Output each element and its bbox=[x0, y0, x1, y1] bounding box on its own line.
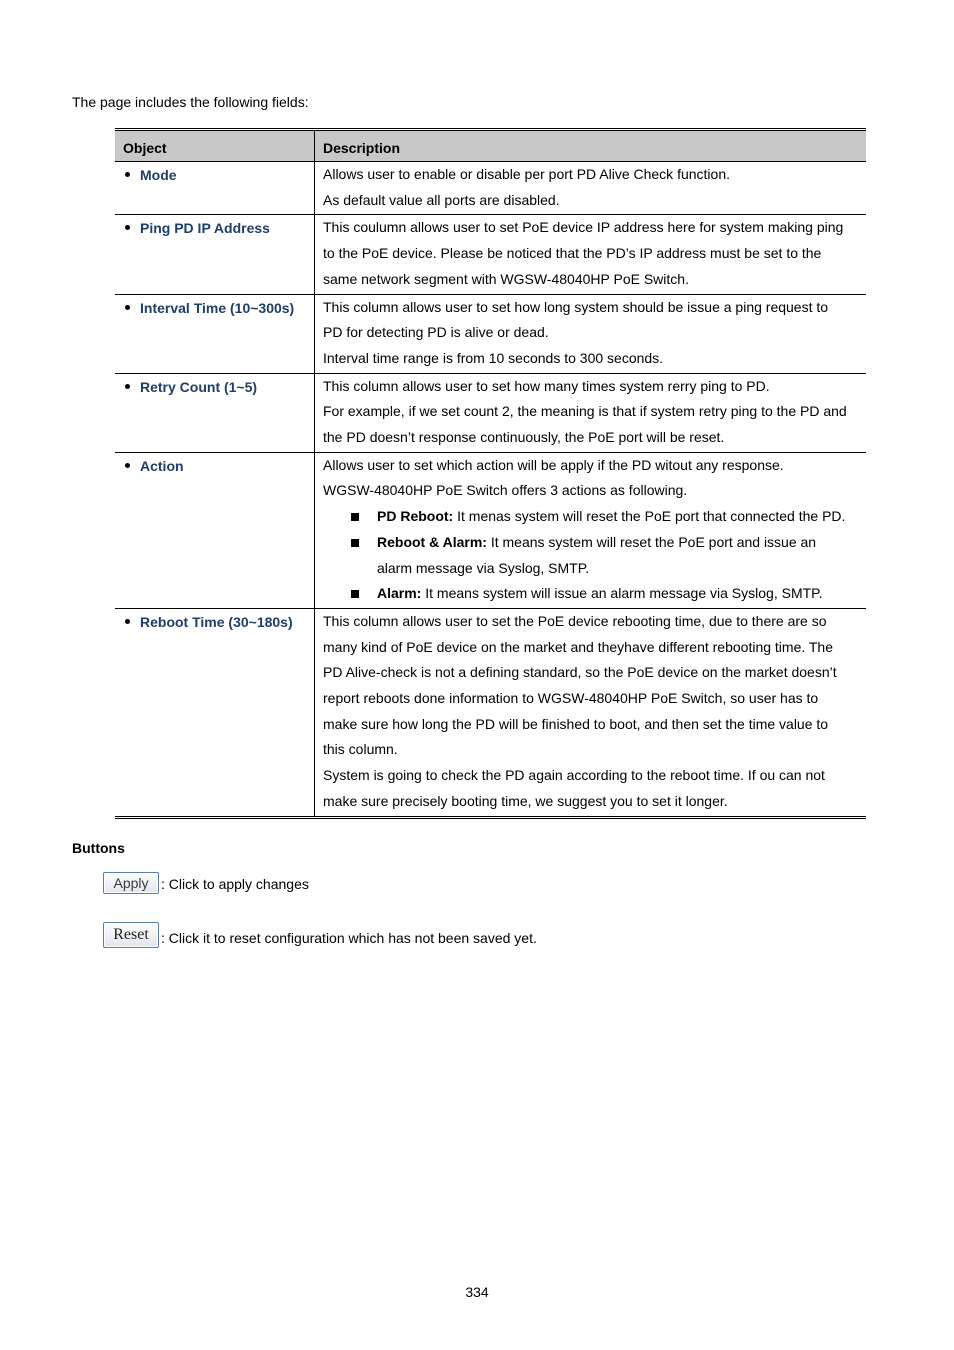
apply-row bbox=[103, 872, 309, 894]
description-line: Interval time range is from 10 seconds to 300 seconds. bbox=[323, 349, 664, 366]
description-cell bbox=[315, 215, 867, 294]
option-term: Reboot & Alarm: bbox=[377, 533, 487, 550]
square-bullet-icon bbox=[351, 539, 359, 547]
square-bullet-icon bbox=[351, 590, 359, 598]
description-cell bbox=[315, 162, 867, 215]
description-cell bbox=[315, 294, 867, 373]
table-row bbox=[115, 215, 866, 294]
buttons-heading: Buttons bbox=[72, 840, 125, 856]
fields-table bbox=[115, 128, 866, 819]
description-line: This coulumn allows user to set PoE device IP address here for system making ping bbox=[323, 219, 844, 236]
description-line: report reboots done information to WGSW-48040HP PoE Switch, so user has to bbox=[323, 690, 819, 707]
description-cell bbox=[315, 608, 867, 817]
bullet-icon bbox=[125, 305, 130, 310]
description-line: This column allows user to set the PoE device rebooting time, due to there are so bbox=[323, 612, 827, 629]
header-description: Description bbox=[315, 130, 867, 162]
description-line: Allows user to enable or disable per port PD Alive Check function. bbox=[323, 166, 730, 182]
description-line: WGSW-48040HP PoE Switch offers 3 actions as following. bbox=[323, 482, 688, 499]
bullet-icon bbox=[125, 463, 130, 468]
option-text: It means system will reset the PoE port and issue an bbox=[486, 533, 817, 550]
page-number: 334 bbox=[465, 1284, 489, 1300]
description-line: As default value all ports are disabled. bbox=[323, 191, 560, 208]
table-header-row bbox=[115, 130, 866, 162]
description-line: the PD doesn’t response continuously, the PoE port will be reset. bbox=[323, 429, 725, 446]
description-line: For example, if we set count 2, the meaning is that if system retry ping to the PD and bbox=[323, 403, 847, 420]
square-bullet-icon bbox=[351, 513, 359, 521]
object-name: Retry Count (1~5) bbox=[140, 378, 258, 395]
reset-description: : Click it to reset configuration which has not been saved yet. bbox=[161, 930, 537, 946]
option-text: It means system will issue an alarm message via Syslog, SMTP. bbox=[421, 585, 823, 602]
reset-row bbox=[103, 922, 537, 948]
description-cell bbox=[315, 373, 867, 452]
description-cell bbox=[315, 452, 867, 608]
action-option bbox=[323, 581, 858, 607]
table-row bbox=[115, 452, 866, 608]
object-name: Action bbox=[140, 457, 184, 474]
description-line: Allows user to set which action will be apply if the PD witout any response. bbox=[323, 456, 784, 473]
object-name: Ping PD IP Address bbox=[140, 220, 270, 237]
option-term: PD Reboot: bbox=[377, 508, 454, 525]
description-line: many kind of PoE device on the market and theyhave different rebooting time. The bbox=[323, 638, 834, 655]
description-line: This column allows user to set how long system should be issue a ping request to bbox=[323, 298, 829, 315]
header-object: Object bbox=[115, 130, 315, 162]
description-line: This column allows user to set how many times system rerry ping to PD. bbox=[323, 377, 770, 394]
apply-description: : Click to apply changes bbox=[161, 876, 309, 892]
option-term: Alarm: bbox=[377, 585, 422, 602]
description-line: make sure precisely booting time, we suggest you to set it longer. bbox=[323, 792, 728, 809]
apply-button[interactable]: Apply bbox=[103, 872, 159, 894]
description-line: PD for detecting PD is alive or dead. bbox=[323, 324, 549, 341]
intro-text: The page includes the following fields: bbox=[72, 94, 309, 110]
option-text-continued: alarm message via Syslog, SMTP. bbox=[377, 559, 590, 576]
bullet-icon bbox=[125, 225, 130, 230]
table-row bbox=[115, 373, 866, 452]
description-line: System is going to check the PD again according to the reboot time. If ou can not bbox=[323, 767, 825, 784]
option-text: It menas system will reset the PoE port that connected the PD. bbox=[453, 508, 846, 525]
bullet-icon bbox=[125, 384, 130, 389]
reset-button[interactable]: Reset bbox=[103, 922, 159, 948]
object-name: Mode bbox=[140, 167, 177, 183]
description-line: PD Alive-check is not a defining standard, so the PoE device on the market doesn’t bbox=[323, 664, 837, 681]
table-row bbox=[115, 162, 866, 215]
action-option bbox=[323, 530, 858, 581]
description-line: this column. bbox=[323, 741, 398, 758]
description-line: make sure how long the PD will be finished to boot, and then set the time value to bbox=[323, 715, 829, 732]
action-option bbox=[323, 504, 858, 530]
description-line: same network segment with WGSW-48040HP PoE Switch. bbox=[323, 270, 689, 287]
description-line: to the PoE device. Please be noticed that the PD’s IP address must be set to the bbox=[323, 245, 822, 262]
bullet-icon bbox=[125, 172, 130, 177]
object-name: Interval Time (10~300s) bbox=[140, 299, 295, 316]
bullet-icon bbox=[125, 619, 130, 624]
object-name: Reboot Time (30~180s) bbox=[140, 613, 293, 630]
table-row bbox=[115, 608, 866, 817]
table-row bbox=[115, 294, 866, 373]
